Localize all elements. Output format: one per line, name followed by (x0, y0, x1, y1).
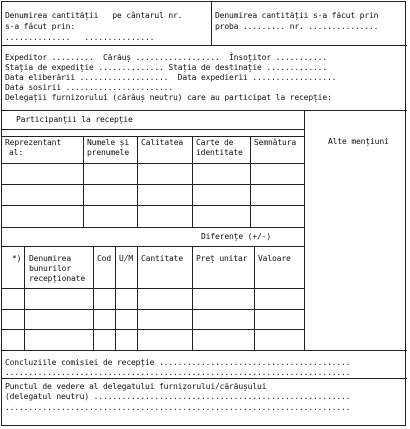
delegate-view-line2: (delegatul neutru) ....................................................... (5, 392, 351, 401)
participants-row-line (2, 163, 304, 164)
differences-row-line (2, 288, 304, 289)
stations-row: Stația de expediție .............. Stația de destinație ............. (5, 63, 327, 72)
id-card-header-line1: Carte de (196, 138, 234, 147)
participants-col-line (250, 136, 251, 227)
delegate-view-line1: Punctul de vedere al delegatului furnizorului/cărăușului (5, 382, 267, 391)
other-mentions-label: Alte mențiuni (328, 137, 389, 146)
participants-table-bottom (2, 227, 304, 228)
differences-col-line (115, 246, 116, 350)
asterisk-header: *) (12, 254, 22, 263)
participants-title: Participanții la recepție (16, 115, 133, 124)
name-header-line2: prenumele (87, 148, 129, 157)
differences-col-line (24, 246, 25, 350)
goods-header-line2: bunurilor (29, 264, 71, 273)
participants-title-line (2, 129, 304, 130)
reception-form (1, 1, 406, 426)
participants-col-line (192, 136, 193, 227)
differences-row-line (2, 309, 304, 310)
differences-bottom-line (2, 350, 407, 351)
transport-bottom-line (2, 110, 407, 111)
differences-row-line (2, 329, 304, 330)
participants-row-line (2, 205, 304, 206)
quantity-header: Cantitate (141, 254, 183, 263)
sampling-header-line1: Denumirea cantității s-a făcut prin (215, 11, 379, 20)
header-divider (211, 2, 212, 45)
conclusions-dotted-line: .......................................................................... (5, 368, 351, 377)
dates-row: Data eliberării ................... Data expedierii .................. (5, 73, 337, 82)
other-mentions-divider (304, 110, 305, 350)
unit-price-header: Preț unitar (196, 254, 248, 263)
participants-col-line (137, 136, 138, 227)
name-header-line1: Numele și (87, 138, 129, 147)
differences-title: Diferențe (+/-) (201, 232, 271, 241)
participants-row-line (2, 184, 304, 185)
representative-header-line2: al: (9, 148, 23, 157)
quality-header: Calitatea (141, 138, 183, 147)
differences-col-line (192, 246, 193, 350)
sender-row: Expeditor ......... Cărăuș .................. Însoțitor ........... (5, 53, 327, 62)
code-header: Cod (97, 254, 111, 263)
signature-header: Semnătura (254, 138, 296, 147)
participants-col-line (83, 136, 84, 227)
um-header: U/M (119, 254, 133, 263)
delegate-dotted-line: .......................................................................... (5, 403, 351, 412)
goods-header-line3: recepționate (29, 274, 85, 283)
weighing-header-line1: Denumirea cantității pe cântarul nr. (5, 11, 183, 20)
commission-conclusions: Concluziile comisiei de recepție ......................................... (5, 358, 351, 367)
differences-col-line (137, 246, 138, 350)
representative-header-line1: Reprezentant (5, 138, 61, 147)
delegates-row: Delegații furnizorului (cărăuș neutru) care au participat la recepție: (5, 93, 332, 102)
weighing-header-line3: .............. ............... (5, 33, 155, 42)
value-header: Valoare (258, 254, 291, 263)
sampling-header-line2: proba ......... nr. ............... (215, 22, 379, 31)
conclusions-bottom-line (2, 378, 407, 379)
goods-header-line1: Denumirea (29, 254, 71, 263)
participants-table-top (2, 136, 304, 137)
id-card-header-line2: identitate (196, 148, 243, 157)
arrival-date-row: Data sosirii ....................... (5, 83, 173, 92)
differences-title-line (2, 246, 304, 247)
differences-col-line (254, 246, 255, 350)
differences-col-line (93, 246, 94, 350)
weighing-header-line2: s-a făcut prin: (5, 22, 75, 31)
header-bottom-line (2, 45, 407, 46)
